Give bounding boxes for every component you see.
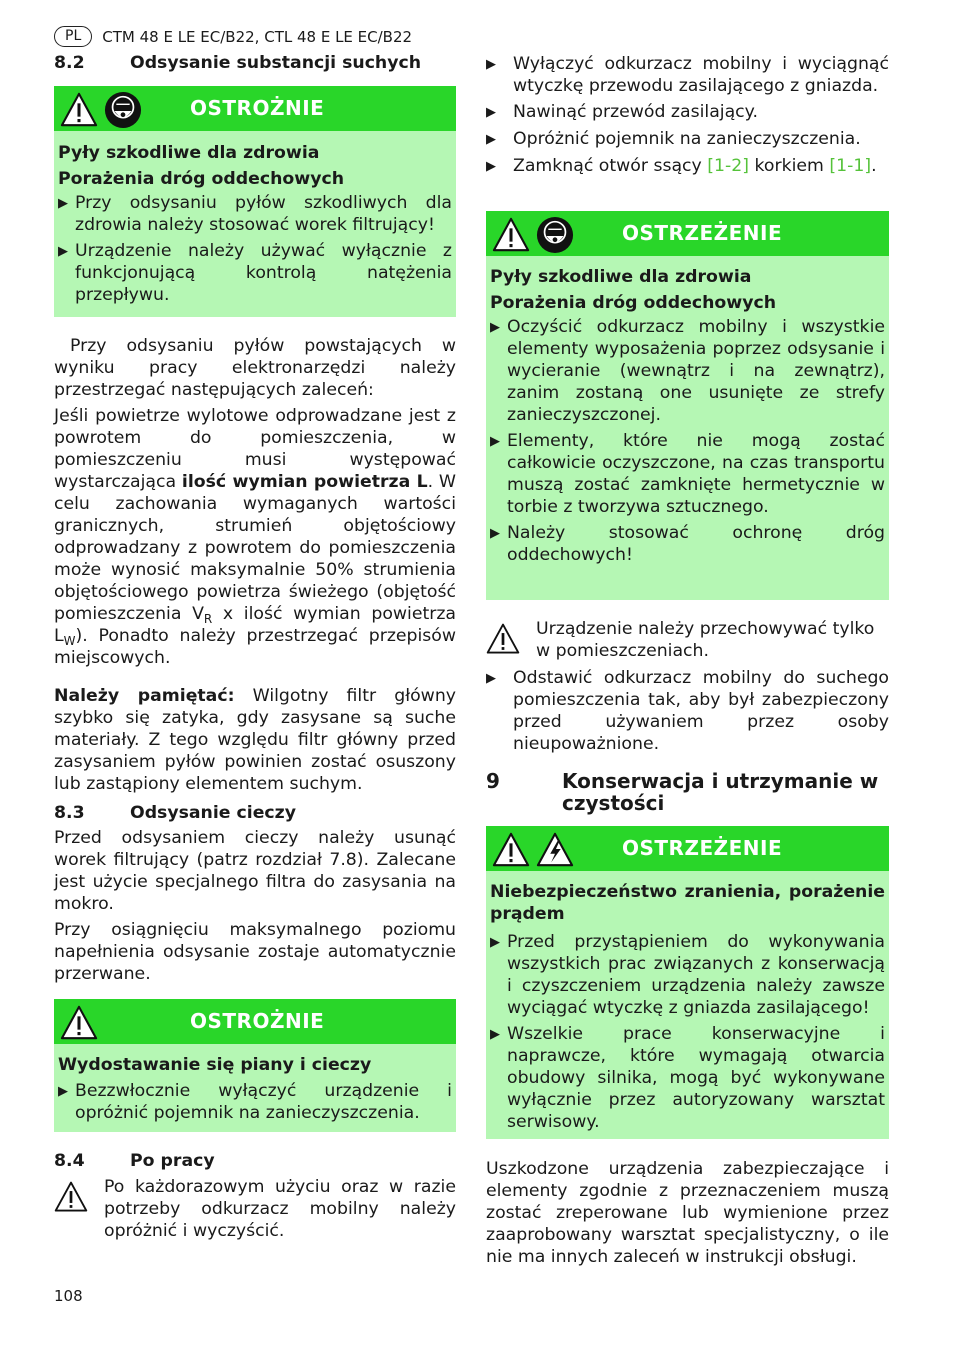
warning-triangle-icon	[60, 1004, 98, 1042]
hazard-heading	[490, 881, 885, 925]
bullet-icon: ▶	[58, 196, 68, 211]
bullet-icon: ▶	[58, 244, 68, 259]
hazard-heading: Porażenia dróg oddechowych	[58, 169, 345, 189]
section-heading-8-3	[54, 803, 456, 823]
bullet-icon: ▶	[490, 320, 500, 335]
caution-box-foam	[54, 999, 456, 1132]
paragraph: Przy osiągnięciu maksymalnego poziomu napełnienia odsysanie zostaje automatycznie przerwane.	[54, 920, 456, 984]
text-span: . W celu zachowania wymaganych wartości granicznych, strumień objętościowy odprowadzany z powrotem do pomieszczenia może wynosić maksymalnie 50% strumienia objętościowego powietrza świeżego (objętość pomieszczenia V	[54, 472, 456, 624]
figure-reference-link[interactable]: [1-1]	[829, 156, 872, 176]
bullet-icon: ▶	[486, 57, 496, 72]
bullet-item	[490, 316, 885, 426]
section-title: Konserwacja i utrzymanie w czystości	[562, 769, 879, 815]
hazard-heading: Porażenia dróg oddechowych	[490, 293, 777, 313]
hazard-heading-text: Niebezpieczeństwo zranienia, porażenie prądem	[490, 882, 885, 924]
bullet-item	[490, 522, 885, 566]
text-span: Zamknąć otwór ssący	[513, 156, 702, 176]
paragraph: Po każdorazowym użyciu oraz w razie potrzeby odkurzacz mobilny należy opróżnić i wyczyścić.	[104, 1177, 456, 1241]
bullet-text: Oczyścić odkurzacz mobilny i wszystkie elementy wyposażenia poprzez odsysanie i wycieranie (wewnątrz i na zewnątrz), zanim zostaną one usunięte ze strefy zanieczyszczonej.	[507, 317, 885, 425]
paragraph-air-exchange	[54, 405, 456, 669]
bullet-text: Przed przystąpieniem do wykonywania wszystkich prac związanych z konserwacją i czyszczeniem urządzenia należy zawsze wyciągać wtyczkę z gniazda zasilającego!	[507, 932, 885, 1018]
section-number: 8.2	[54, 53, 85, 73]
model-name: CTM 48 E LE EC/B22, CTL 48 E LE EC/B22	[102, 27, 413, 46]
instruction-text: Wyłączyć odkurzacz mobilny i wyciągnąć wtyczkę przewodu zasilającego z gniazda.	[513, 54, 889, 96]
section-number: 8.3	[54, 803, 85, 823]
section-number: 9	[486, 769, 500, 793]
instruction-item	[486, 667, 889, 755]
warning-triangle-icon	[54, 1180, 88, 1214]
bullet-icon: ▶	[486, 132, 496, 147]
after-work-note	[54, 1176, 456, 1242]
paragraph: Uszkodzone urządzenia zabezpieczające i elementy zgodnie z przeznaczeniem muszą zostać zreperowane lub wymienione przez zaaprobowany warsztat specjalistyczny, o ile nie ma innych zaleceń w instrukcji obsługi.	[486, 1159, 889, 1267]
section-title: Odsysanie substancji suchych	[130, 53, 422, 73]
section-heading-8-2	[54, 53, 456, 73]
warning-band	[486, 826, 889, 871]
hazard-heading: Pyły szkodliwe dla zdrowia	[58, 143, 320, 163]
bold-text: ilość wymian powietrza L	[181, 472, 428, 492]
figure-reference-link[interactable]: [1-2]	[707, 156, 750, 176]
bullet-icon: ▶	[490, 434, 500, 449]
warning-triangle-icon	[486, 622, 520, 656]
bullet-text: Bezzwłocznie wyłączyć urządzenie i opróżnić pojemnik na zanieczyszczenia.	[75, 1081, 452, 1123]
bold-text: Należy pamiętać:	[54, 686, 235, 706]
bullet-item	[58, 240, 452, 306]
bullet-item	[58, 192, 452, 236]
warning-triangle-icon	[492, 216, 530, 254]
bullet-icon: ▶	[490, 935, 500, 950]
bullet-item	[490, 1023, 885, 1133]
instruction-text: Odstawić odkurzacz mobilny do suchego pomieszczenia tak, aby był zabezpieczony przed używaniem przez osoby nieupoważnione.	[513, 668, 889, 754]
caution-box-dust	[54, 86, 456, 317]
subscript: W	[63, 634, 76, 648]
subscript: R	[203, 612, 213, 626]
paragraph-note	[54, 685, 456, 795]
text-span: Jeśli powietrze wylotowe odprowadzane jest z powrotem do pomieszczenia, w pomieszczeniu musi występować wystarczająca	[54, 406, 456, 492]
instruction-text: Nawinąć przewód zasilający.	[513, 102, 758, 122]
bullet-item	[490, 931, 885, 1019]
warning-box-dust	[486, 211, 889, 600]
bullet-item	[58, 1080, 452, 1124]
bullet-text: Przy odsysaniu pyłów szkodliwych dla zdrowia należy stosować worek filtrujący!	[75, 193, 452, 235]
storage-note	[486, 618, 889, 662]
bullet-icon: ▶	[58, 1084, 68, 1099]
respirator-mask-icon	[536, 216, 574, 254]
caution-title: OSTROŻNIE	[190, 96, 325, 120]
language-badge: PL	[54, 26, 92, 47]
caution-band	[54, 86, 456, 131]
instruction-list	[486, 53, 889, 178]
page-header	[54, 26, 412, 47]
warning-band	[486, 211, 889, 256]
instruction-item	[486, 155, 889, 178]
instruction-item	[486, 101, 889, 124]
instruction-item	[486, 53, 889, 97]
paragraph: Przy odsysaniu pyłów powstających w wyniku pracy elektronarzędzi należy przestrzegać następujących zaleceń:	[54, 336, 456, 400]
section-heading-9	[486, 770, 889, 814]
hazard-heading: Wydostawanie się piany i cieczy	[58, 1055, 372, 1075]
warning-triangle-icon	[60, 91, 98, 129]
bullet-icon: ▶	[486, 159, 496, 174]
section-heading-8-4	[54, 1151, 456, 1171]
section-title: Odsysanie cieczy	[130, 803, 296, 823]
bullet-text: Wszelkie prace konserwacyjne i naprawcze, które wymagają otwarcia obudowy silnika, mogą być wykonywane wyłącznie przez autoryzowany warsztat serwisowy.	[507, 1024, 885, 1132]
paragraph: Przed odsysaniem cieczy należy usunąć worek filtrujący (patrz rozdział 7.8). Zalecane jest użycie specjalnego filtra do zasysania na mokro.	[54, 828, 456, 914]
page-number: 108	[54, 1287, 83, 1305]
caution-band	[54, 999, 456, 1044]
warning-box-electric	[486, 826, 889, 1139]
text-span: .	[871, 156, 877, 176]
text-span: x ilość wymian powietrza L	[54, 604, 456, 646]
section-title: Po pracy	[130, 1151, 215, 1171]
hazard-heading: Pyły szkodliwe dla zdrowia	[490, 267, 752, 287]
warning-title: OSTRZEŻENIE	[622, 836, 783, 860]
instruction-text	[513, 155, 889, 177]
respirator-mask-icon	[104, 91, 142, 129]
section-number: 8.4	[54, 1151, 85, 1171]
bullet-icon: ▶	[490, 1027, 500, 1042]
text-span: Wilgotny filtr główny szybko się zatyka, gdy zasysane są suche materiały. Z tego względu filtr główny przed zasysaniem pyłów powinien zostać osuszony lub zastąpiony elementem suchym.	[54, 686, 456, 794]
electric-shock-icon	[536, 831, 574, 869]
bullet-icon: ▶	[490, 526, 500, 541]
instruction-text: Opróżnić pojemnik na zanieczyszczenia.	[513, 129, 861, 149]
text-span: ). Ponadto należy przestrzegać przepisów miejscowych.	[54, 626, 456, 668]
paragraph: Urządzenie należy przechowywać tylko w pomieszczeniach.	[536, 619, 875, 661]
caution-title: OSTROŻNIE	[190, 1009, 325, 1033]
warning-title: OSTRZEŻENIE	[622, 221, 783, 245]
bullet-item	[490, 430, 885, 518]
bullet-text: Urządzenie należy używać wyłącznie z funkcjonującą kontrolą natężenia przepływu.	[75, 241, 452, 305]
instruction-item	[486, 128, 889, 151]
bullet-text: Należy stosować ochronę dróg oddechowych!	[507, 523, 885, 565]
bullet-text: Elementy, które nie mogą zostać całkowicie oczyszczone, na czas transportu muszą zostać zamknięte hermetycznie w torbie z tworzywa sztucznego.	[507, 431, 885, 517]
text-span: korkiem	[754, 156, 824, 176]
bullet-icon: ▶	[486, 105, 496, 120]
bullet-icon: ▶	[486, 671, 496, 686]
warning-triangle-icon	[492, 831, 530, 869]
